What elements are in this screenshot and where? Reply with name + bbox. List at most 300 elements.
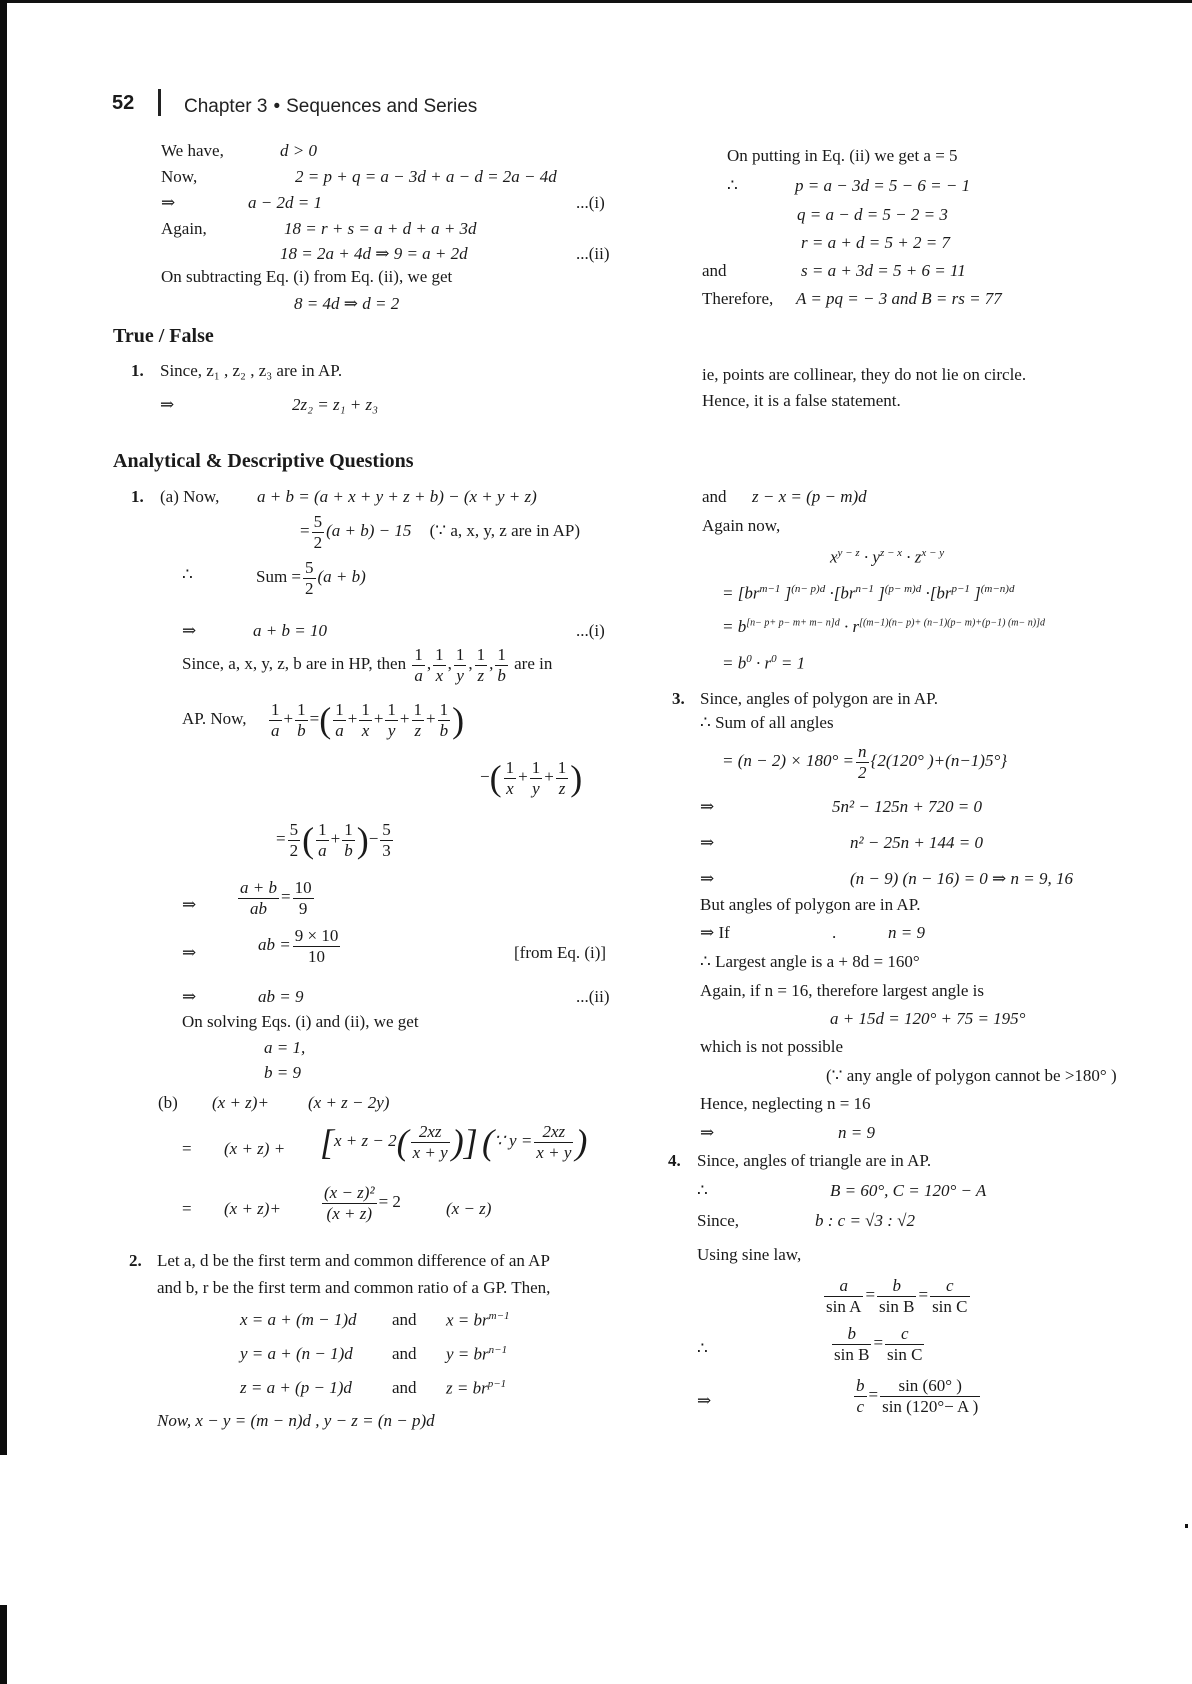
expression: (a + b) − 15	[326, 520, 412, 540]
equation: B = 60°, C = 120° − A	[830, 1181, 987, 1200]
expression: = 2	[378, 1191, 401, 1211]
fraction	[295, 700, 308, 740]
sine-law	[822, 1276, 972, 1316]
denominator: 3	[382, 840, 391, 860]
base: · r	[751, 653, 772, 673]
numerator: c	[885, 1324, 924, 1345]
numerator: 1	[439, 700, 449, 719]
gp-base: y = br	[446, 1344, 489, 1364]
numerator: 1	[361, 700, 370, 719]
fraction	[856, 742, 869, 782]
and-label: and	[392, 1344, 417, 1363]
numerator: 1	[435, 645, 444, 664]
fraction	[238, 878, 279, 918]
question-number: 4.	[668, 1151, 681, 1170]
denominator: 9	[298, 898, 308, 918]
denominator: sin B	[834, 1344, 870, 1364]
exponent: y − z	[837, 547, 860, 559]
label: We have,	[161, 141, 224, 160]
equals: =	[873, 1332, 884, 1352]
equation-line	[320, 1122, 587, 1162]
numerator: b	[832, 1324, 871, 1345]
exponent: p−1	[487, 1378, 507, 1390]
base: · r	[839, 617, 860, 636]
chapter-label: Chapter 3	[184, 96, 268, 117]
base: = b	[722, 653, 747, 673]
fraction	[877, 1276, 916, 1316]
fraction	[832, 1324, 871, 1364]
fraction	[534, 1122, 573, 1162]
denominator: sin (120°− A )	[882, 1396, 979, 1416]
reciprocal-sum	[267, 700, 465, 741]
numerator: 5	[305, 558, 314, 577]
base: ]	[969, 583, 981, 603]
paragraph: Since, angles of triangle are in AP.	[697, 1151, 932, 1170]
plus: +	[347, 708, 358, 728]
fraction	[333, 700, 346, 740]
equals: =	[918, 1284, 929, 1304]
denominator: z	[477, 665, 485, 685]
question-number: 1.	[131, 487, 144, 506]
equation: s = a + 3d = 5 + 6 = 11	[801, 261, 966, 280]
denominator: 2	[305, 578, 314, 598]
implies-arrow: ⇒	[161, 193, 176, 212]
equation-line	[276, 820, 395, 860]
equals: =	[865, 1284, 876, 1304]
label: Since,	[697, 1211, 740, 1230]
paragraph: Since, angles of polygon are in AP.	[700, 689, 938, 708]
denominator: b	[344, 840, 353, 860]
scan-border-top	[0, 0, 1192, 3]
exponent: x − y	[921, 547, 945, 559]
dot: .	[832, 923, 837, 942]
equation: b = 9	[264, 1063, 301, 1082]
therefore-symbol: ∴	[727, 176, 738, 195]
plus: +	[330, 828, 341, 848]
paragraph: On solving Eqs. (i) and (ii), we get	[182, 1012, 419, 1031]
equation: 2z₂ = z₁ + z₃	[292, 395, 379, 414]
reason: (∵ a, x, y, z are in AP)	[429, 520, 581, 540]
section-heading-analytical: Analytical & Descriptive Questions	[113, 450, 414, 472]
exponent: (n− p)d	[791, 583, 826, 595]
denominator: x	[506, 778, 514, 798]
equals: =	[276, 828, 286, 848]
paragraph: Let a, d be the first term and common difference of an AP	[157, 1251, 550, 1270]
equation-line	[852, 1376, 982, 1416]
equation: A = pq = − 3 and B = rs = 77	[796, 289, 1002, 308]
equation: a = 1,	[264, 1038, 306, 1057]
plus: +	[544, 766, 554, 786]
paren: (	[489, 758, 502, 799]
paragraph: ie, points are collinear, they do not lie on circle.	[702, 365, 1027, 384]
base: x	[830, 547, 838, 567]
numerator: n	[858, 742, 867, 761]
expression: (x + z) +	[224, 1139, 286, 1158]
paragraph: Again, if n = 16, therefore largest angle is	[700, 981, 985, 1000]
therefore-symbol: ∴	[697, 1339, 708, 1358]
equals: =	[182, 1199, 192, 1218]
implies-arrow: ⇒	[182, 943, 197, 962]
numerator: 2xz	[534, 1122, 573, 1143]
implies-arrow: ⇒	[700, 1123, 715, 1142]
paren: (	[481, 1122, 494, 1163]
gp-term	[446, 1345, 507, 1363]
part-label: (a) Now,	[160, 487, 220, 506]
label: Now,	[161, 167, 198, 186]
numerator: b	[856, 1376, 865, 1395]
reciprocal-list	[410, 645, 510, 685]
paragraph: which is not possible	[700, 1037, 844, 1056]
denominator: 10	[308, 946, 326, 966]
denominator: y	[456, 665, 464, 685]
comma: ,	[447, 653, 452, 673]
numerator: a	[824, 1276, 863, 1297]
exponent: (p− m)d	[884, 583, 922, 595]
numerator: 5	[382, 820, 391, 839]
equation-line	[258, 926, 342, 966]
header-divider	[158, 89, 161, 116]
reason: [from Eq. (i)]	[514, 943, 607, 962]
numerator: 2xz	[411, 1122, 450, 1143]
equation: 18 = r + s = a + d + a + 3d	[284, 219, 477, 238]
equation-tag: ...(i)	[576, 193, 605, 212]
numerator: 1	[387, 700, 396, 719]
paren: )	[356, 820, 369, 861]
denominator: b	[297, 720, 306, 740]
fraction	[312, 512, 325, 552]
equation: Now, x − y = (m − n)d , y − z = (n − p)d	[157, 1411, 435, 1430]
fraction	[880, 1376, 980, 1416]
denominator: c	[856, 1396, 865, 1416]
equation: 2 = p + q = a − 3d + a − d = 2a − 4d	[295, 167, 557, 186]
fraction	[885, 1324, 924, 1364]
plus: +	[373, 708, 384, 728]
numerator: c	[930, 1276, 969, 1297]
scan-speck	[1185, 1524, 1188, 1528]
numerator: 10	[294, 878, 312, 897]
expression: {2(120° )+(n−1)5°}	[870, 750, 1008, 770]
paragraph: ∴ Sum of all angles	[700, 713, 834, 732]
label: Therefore,	[702, 289, 774, 308]
and-label: and	[392, 1378, 417, 1397]
expression: (x + z)+	[224, 1199, 281, 1218]
expression: x + z − 2	[334, 1130, 397, 1150]
implies-arrow: ⇒	[697, 1391, 712, 1410]
fraction	[342, 820, 355, 860]
equation: r = a + d = 5 + 2 = 7	[801, 233, 950, 252]
exponent: [(m−1)(n− p)+ (n−1)(p− m)+(p−1) (m− n)]d	[859, 617, 1045, 629]
equation-line	[722, 742, 1007, 782]
fraction	[412, 645, 425, 685]
implies-arrow: ⇒	[182, 987, 197, 1006]
equation	[830, 548, 944, 566]
fraction	[316, 820, 329, 860]
question-number: 2.	[129, 1251, 142, 1270]
paren: (	[396, 1122, 409, 1163]
expression: ab =	[258, 934, 291, 954]
equation: d > 0	[280, 141, 317, 160]
paren: )	[575, 1122, 588, 1163]
equation-tag: ...(i)	[576, 621, 605, 640]
fraction	[495, 645, 508, 685]
equation: p = a − 3d = 5 − 6 = − 1	[795, 176, 971, 195]
numerator: 1	[271, 700, 280, 719]
paren: )	[451, 1122, 464, 1163]
bracket: [	[320, 1122, 335, 1163]
comma: ,	[426, 653, 432, 673]
implies-arrow: ⇒	[700, 833, 715, 852]
numerator: 1	[557, 758, 567, 777]
numerator: 1	[413, 700, 423, 719]
numerator: 1	[531, 758, 541, 777]
scan-border-left-lower	[0, 1605, 7, 1684]
denominator: x + y	[412, 1142, 448, 1162]
comma: ,	[468, 653, 473, 673]
base: = 1	[776, 653, 806, 673]
gp-base: z = br	[446, 1378, 488, 1398]
paragraph: Hence, it is a false statement.	[702, 391, 901, 410]
label: AP. Now,	[182, 708, 247, 728]
paren-group	[302, 820, 369, 861]
paren: (	[302, 820, 315, 861]
exponent: 0	[771, 653, 777, 665]
equation: n² − 25n + 144 = 0	[850, 833, 984, 852]
plus: +	[283, 708, 294, 728]
fraction	[475, 645, 488, 685]
denominator: y	[532, 778, 540, 798]
minus: −	[480, 766, 490, 786]
part-label: (b)	[158, 1093, 178, 1112]
fraction	[269, 700, 282, 740]
numerator: 5	[289, 820, 299, 839]
denominator: a	[271, 720, 280, 740]
equation: a + 15d = 120° + 75 = 195°	[830, 1009, 1026, 1028]
paragraph: Hence, neglecting n = 16	[700, 1094, 871, 1113]
implies-arrow: ⇒	[700, 869, 715, 888]
numerator: a + b	[240, 878, 277, 897]
paragraph: But angles of polygon are in AP.	[700, 895, 921, 914]
numerator: 1	[414, 645, 423, 664]
numerator: sin (60° )	[880, 1376, 980, 1397]
base: z	[914, 547, 922, 567]
denominator: sin B	[879, 1296, 915, 1316]
paragraph: Since, a, x, y, z, b are in HP, then	[182, 653, 407, 673]
base: ·[br	[921, 583, 952, 603]
numerator: 1	[505, 758, 515, 777]
denominator: b	[439, 720, 449, 740]
numerator: 1	[344, 820, 353, 839]
equation: q = a − d = 5 − 2 = 3	[797, 205, 948, 224]
label: ⇒ If	[700, 923, 730, 942]
exponent: z − x	[879, 547, 903, 559]
equals: =	[182, 1139, 192, 1158]
bracket: ]	[463, 1122, 478, 1163]
numerator: 1	[318, 820, 327, 839]
fraction	[359, 700, 372, 740]
equation: (n − 9) (n − 16) = 0 ⇒ n = 9, 16	[850, 869, 1074, 888]
page-number: 52	[112, 92, 135, 114]
fraction	[303, 558, 316, 598]
denominator: x	[361, 720, 370, 740]
equation: 5n² − 125n + 720 = 0	[832, 797, 983, 816]
fraction	[433, 645, 446, 685]
fraction	[322, 1183, 377, 1223]
equation-line	[236, 878, 316, 918]
expression: (a + b)	[317, 566, 366, 586]
exponent: n−1	[855, 583, 874, 595]
equation: a + b = (a + x + y + z + b) − (x + y + z)	[257, 487, 537, 506]
exponent: m−1	[759, 583, 781, 595]
expression: (x + z)+	[212, 1093, 269, 1112]
fraction	[293, 926, 341, 966]
question-number: 3.	[672, 689, 685, 708]
reason: (∵ any angle of polygon cannot be >180° )	[826, 1066, 1117, 1085]
denominator: z	[414, 720, 422, 740]
equation: a + b = 10	[253, 621, 327, 640]
label: and	[702, 261, 727, 280]
denominator: a	[414, 665, 423, 685]
base: ]	[780, 583, 792, 603]
equation: 8 = 4d ⇒ d = 2	[294, 294, 400, 313]
denominator: y	[387, 720, 396, 740]
sine-ratio	[830, 1324, 926, 1364]
fraction	[854, 1376, 867, 1416]
fraction	[412, 700, 425, 740]
numerator: 5	[313, 512, 323, 531]
equation: n = 9	[838, 1123, 875, 1142]
base: = b	[722, 617, 747, 636]
equals: =	[280, 886, 291, 906]
expression: = (n − 2) × 180° =	[722, 750, 855, 770]
equation	[722, 584, 1014, 602]
fraction	[293, 878, 314, 918]
reason: ∵ y =	[493, 1130, 533, 1150]
numerator: 1	[455, 645, 465, 664]
equation: ab = 9	[258, 987, 304, 1006]
plus: +	[426, 708, 436, 728]
comma: ,	[489, 653, 494, 673]
denominator: (x + z)	[326, 1203, 373, 1223]
ap-term: y = a + (n − 1)d	[240, 1344, 353, 1363]
fraction	[385, 700, 398, 740]
paren: )	[570, 758, 583, 799]
denominator: z	[558, 778, 566, 798]
label: and	[702, 487, 727, 506]
paragraph: Since, z₁ , z₂ , z₃ are in AP.	[160, 361, 343, 380]
fraction	[411, 1122, 450, 1162]
denominator: sin C	[887, 1344, 923, 1364]
section-heading-true-false: True / False	[113, 325, 214, 347]
denominator: x	[435, 665, 444, 685]
paragraph: ∴ Largest angle is a + 8d = 160°	[700, 952, 920, 971]
fraction	[530, 758, 543, 798]
plus: +	[518, 766, 528, 786]
paragraph: On subtracting Eq. (i) from Eq. (ii), we get	[161, 267, 453, 286]
gp-term	[446, 1379, 506, 1397]
denominator: a	[335, 720, 344, 740]
numerator: 1	[297, 700, 306, 719]
exponent: n−1	[488, 1344, 508, 1356]
exponent: [n− p+ p− m+ m− n]d	[746, 617, 840, 629]
exponent: 0	[746, 653, 752, 665]
numerator: 1	[476, 645, 486, 664]
equation-line	[300, 512, 580, 552]
fraction	[288, 820, 301, 860]
equation	[722, 618, 1045, 635]
denominator: a	[318, 840, 327, 860]
denominator: b	[497, 665, 506, 685]
base: = [br	[722, 583, 760, 603]
denominator: 2	[313, 532, 323, 552]
exponent: m−1	[488, 1310, 510, 1322]
label: Sum =	[256, 566, 302, 586]
paren: (	[319, 700, 332, 741]
implies-arrow: ⇒	[182, 895, 197, 914]
fraction	[556, 758, 569, 798]
label: Again,	[161, 219, 207, 238]
header-bullet: •	[273, 96, 281, 117]
equation: 18 = 2a + 4d ⇒ 9 = a + 2d	[280, 244, 468, 263]
reciprocal-subtract	[480, 758, 583, 799]
fraction	[380, 820, 393, 860]
expression: (x − z)	[446, 1199, 492, 1218]
denominator: 2	[858, 762, 867, 782]
gp-base: x = br	[446, 1310, 489, 1330]
equation-line	[182, 700, 464, 740]
equation-tag: ...(ii)	[576, 987, 610, 1006]
ap-term: z = a + (p − 1)d	[240, 1378, 352, 1397]
numerator: b	[877, 1276, 916, 1297]
equation-tag: ...(ii)	[576, 244, 610, 263]
equation	[722, 654, 805, 672]
therefore-symbol: ∴	[182, 565, 193, 584]
equation-line	[480, 758, 582, 798]
numerator: (x − z)²	[324, 1183, 375, 1202]
exponent: (m−n)d	[980, 583, 1015, 595]
question-number: 1.	[131, 361, 144, 380]
equation-line	[320, 1183, 401, 1223]
equation: b : c = √3 : √2	[815, 1211, 915, 1230]
equation: n = 9	[888, 923, 925, 942]
chapter-title: Sequences and Series	[286, 96, 478, 117]
fraction	[930, 1276, 969, 1316]
gp-term	[446, 1311, 510, 1329]
fraction	[454, 645, 467, 685]
scan-border-left	[0, 0, 7, 1455]
denominator: x + y	[536, 1142, 572, 1162]
paragraph: On putting in Eq. (ii) we get a = 5	[727, 146, 958, 165]
paragraph: are in	[514, 653, 553, 673]
expression: (x + z − 2y)	[308, 1093, 390, 1112]
minus: −	[368, 828, 379, 848]
numerator: 9 × 10	[294, 926, 339, 945]
therefore-symbol: ∴	[697, 1181, 708, 1200]
plus: +	[399, 708, 410, 728]
equation-line	[256, 558, 366, 598]
denominator: sin C	[932, 1296, 968, 1316]
denominator: ab	[249, 898, 267, 918]
fraction	[438, 700, 451, 740]
paragraph: Again now,	[702, 516, 781, 535]
equals: =	[868, 1384, 879, 1404]
dot: ·	[902, 547, 915, 567]
base: ]	[873, 583, 885, 603]
running-header	[184, 96, 477, 118]
equals: =	[300, 520, 310, 540]
base: ·[br	[825, 583, 856, 603]
implies-arrow: ⇒	[160, 395, 175, 414]
paragraph: and b, r be the first term and common ratio of a GP. Then,	[157, 1278, 551, 1297]
